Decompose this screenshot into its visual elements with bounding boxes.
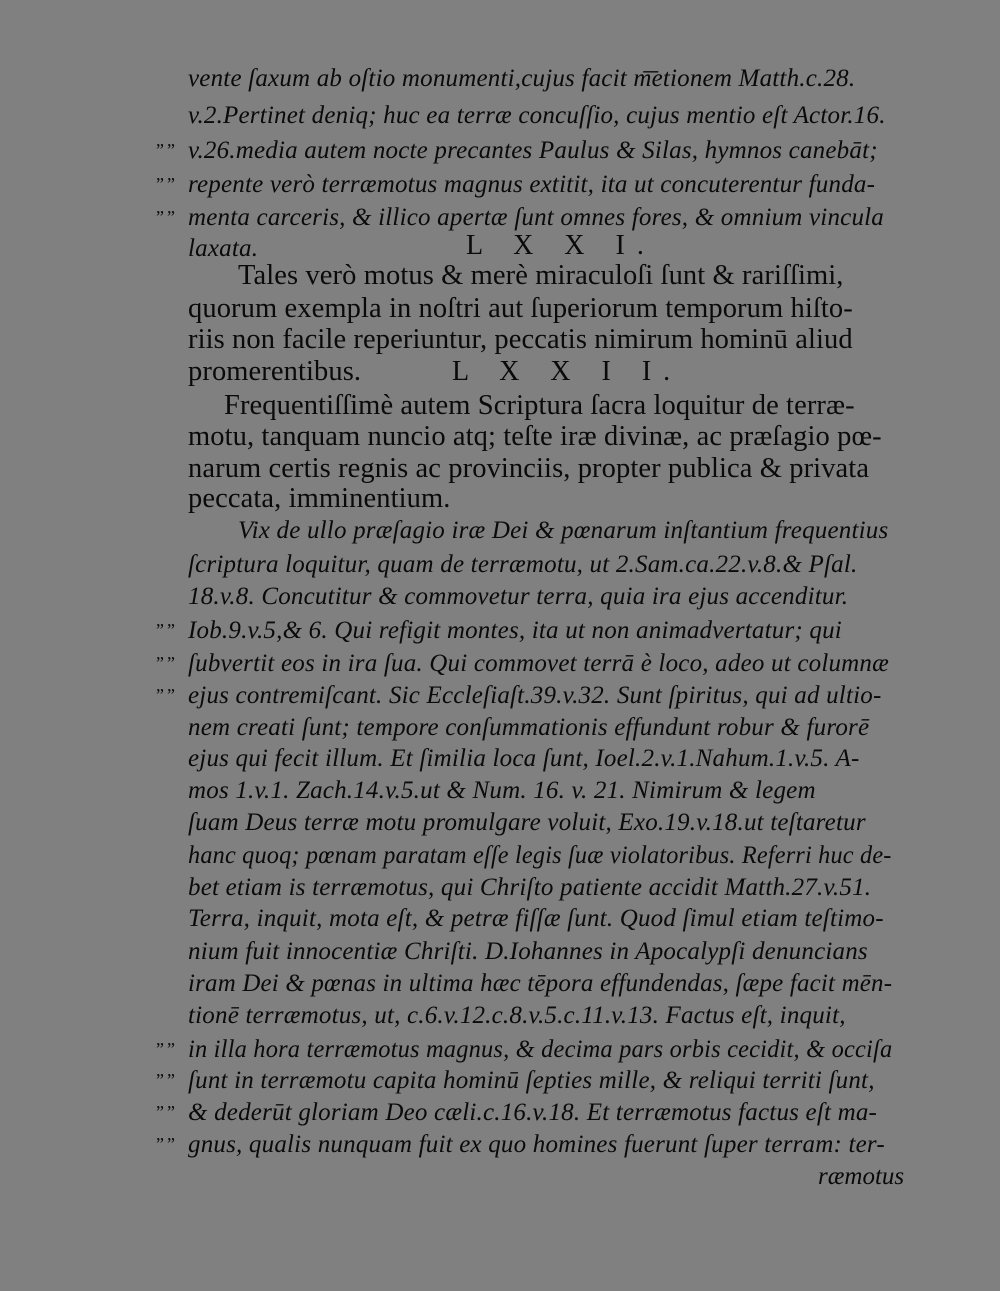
text-line: Frequentiſſimè autem Scriptura ſacra loquitur de terræ-	[224, 390, 855, 421]
text-line: ejus qui fecit illum. Et ſimilia loca ſunt, Ioel.2.v.1.Nahum.1.v.5. A-	[188, 745, 860, 772]
text-line: Iob.9.v.5,& 6. Qui refigit montes, ita ut non animadvertatur; qui	[188, 617, 842, 644]
text-line: 18.v.8. Concutitur & commovetur terra, quia ira ejus accenditur.	[188, 583, 849, 610]
quote-mark: ””	[156, 685, 178, 705]
quote-mark: ””	[156, 1070, 178, 1090]
text-line: motu, tanquam nuncio atq; teſte iræ divinæ, ac præſagio pœ-	[188, 421, 882, 452]
section-numeral: L X X I.	[466, 230, 656, 261]
text-line: repente verò terræmotus magnus extitit, ita ut concuterentur funda-	[188, 171, 876, 198]
text-line: iram Dei & pœnas in ultima hæc tēpora effundendas, ſæpe facit mēn-	[188, 970, 893, 997]
text-line: riis non facile reperiuntur, peccatis nimirum hominū aliud	[188, 324, 853, 355]
text-line: mos 1.v.1. Zach.14.v.5.ut & Num. 16. v. 21. Nimirum & legem	[188, 777, 816, 804]
text-line: gnus, qualis nunquam fuit ex quo homines fuerunt ſuper terram: ter-	[188, 1131, 885, 1158]
quote-mark: ””	[156, 174, 178, 194]
quote-mark: ””	[156, 207, 178, 227]
text-line: Terra, inquit, mota eſt, & petræ fiſſæ ſunt. Quod ſimul etiam teſtimo-	[188, 905, 884, 932]
text-line: ejus contremiſcant. Sic Eccleſiaſt.39.v.32. Sunt ſpiritus, qui ad ultio-	[188, 682, 882, 709]
text-line: ſubvertit eos in ira ſua. Qui commovet terrā è loco, adeo ut columnæ	[188, 650, 889, 677]
text-line: nem creati ſunt; tempore conſummationis effundunt robur & furorē	[188, 714, 870, 741]
text-line: Tales verò motus & merè miraculoſi ſunt & rariſſimi,	[238, 260, 844, 291]
section-numeral: L X X I I.	[452, 356, 683, 387]
text-line: promerentibus.	[188, 356, 362, 387]
quote-mark: ””	[156, 1039, 178, 1059]
quote-mark: ””	[156, 140, 178, 160]
text-line: quorum exempla in noſtri aut ſuperiorum temporum hiſto-	[188, 293, 853, 324]
quote-mark: ””	[156, 620, 178, 640]
text-line: peccata, imminentium.	[188, 483, 451, 514]
text-line: narum certis regnis ac provinciis, propter publica & privata	[188, 453, 870, 484]
text-line: laxata.	[188, 235, 259, 262]
text-line: ſunt in terræmotu capita hominū ſepties mille, & reliqui territi ſunt,	[188, 1067, 875, 1094]
text-line: Vix de ullo præſagio iræ Dei & pœnarum inſtantium frequentius	[238, 517, 889, 544]
text-line: v.2.Pertinet deniq; huc ea terræ concuſſio, cujus mentio eſt Actor.16.	[188, 102, 886, 129]
text-line: ſcriptura loquitur, quam de terræmotu, ut 2.Sam.ca.22.v.8.& Pſal.	[188, 551, 858, 578]
text-line: tionē terræmotus, ut, c.6.v.12.c.8.v.5.c.11.v.13. Factus eſt, inquit,	[188, 1002, 846, 1029]
quote-mark: ””	[156, 653, 178, 673]
text-line: in illa hora terræmotus magnus, & decima pars orbis cecidit, & occiſa	[188, 1036, 893, 1063]
text-line: ſuam Deus terræ motu promulgare voluit, Exo.19.v.18.ut teſtaretur	[188, 809, 866, 836]
text-line: v.26.media autem nocte precantes Paulus & Silas, hymnos canebāt;	[188, 137, 878, 164]
text-line: hanc quoq; pœnam paratam eſſe legis ſuæ violatoribus. Referri huc de-	[188, 842, 892, 869]
text-line: menta carceris, & illico apertæ ſunt omnes fores, & omnium vincula	[188, 204, 884, 231]
quote-mark: ””	[156, 1102, 178, 1122]
text-line: nium fuit innocentiæ Chriſti. D.Iohannes in Apocalypſi denuncians	[188, 938, 868, 965]
quote-mark: ””	[156, 1134, 178, 1154]
text-line: vente ſaxum ab oſtio monumenti,cujus facit m͞etionem Matth.c.28.	[188, 65, 856, 92]
text-line: bet etiam is terræmotus, qui Chriſto patiente accidit Matth.27.v.51.	[188, 874, 872, 901]
text-line: & dederūt gloriam Deo cæli.c.16.v.18. Et terræmotus factus eſt ma-	[188, 1099, 878, 1126]
catchword: ræmotus	[818, 1163, 905, 1190]
